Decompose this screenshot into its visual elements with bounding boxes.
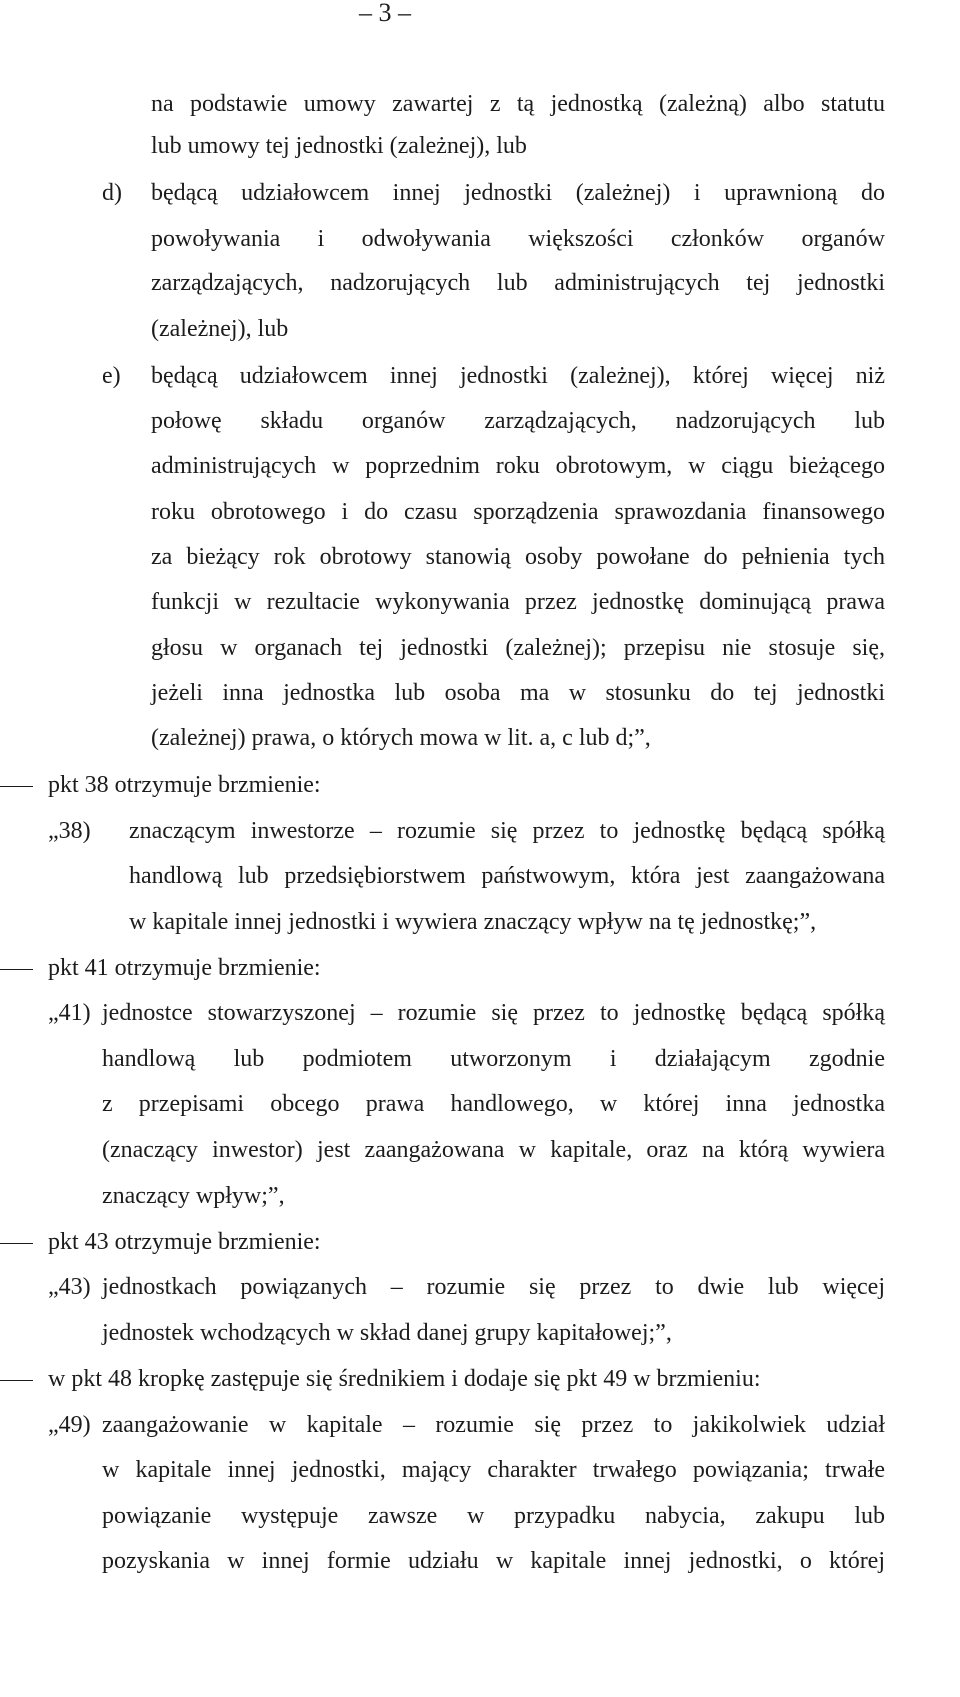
point-label-38: „38) [48, 818, 91, 844]
text-line: będącą udziałowcem innej jednostki (zależnej) i uprawnioną do [151, 180, 885, 206]
text-line: jeżeli inna jednostka lub osoba ma w stosunku do tej jednostki [151, 680, 885, 706]
text-line: połowę składu organów zarządzających, nadzorujących lub [151, 408, 885, 434]
text-line: jednostce stowarzyszonej – rozumie się przez to jednostkę będącą spółką [102, 1000, 885, 1026]
list-dash [0, 786, 33, 787]
text-line: (zależnej) prawa, o których mowa w lit. a, c lub d;”, [151, 725, 651, 751]
text-line: powiązanie występuje zawsze w przypadku nabycia, zakupu lub [102, 1503, 885, 1529]
text-line: administrujących w poprzednim roku obrotowym, w ciągu bieżącego [151, 453, 885, 479]
text-line: pozyskania w innej formie udziału w kapitale innej jednostki, o której [102, 1548, 885, 1574]
text-line: z przepisami obcego prawa handlowego, w której inna jednostka [102, 1091, 885, 1117]
text-line: głosu w organach tej jednostki (zależnej); przepisu nie stosuje się, [151, 635, 885, 661]
text-line: lub umowy tej jednostki (zależnej), lub [151, 133, 527, 159]
text-line: jednostek wchodzących w skład danej grupy kapitałowej;”, [102, 1320, 672, 1346]
text-line: w kapitale innej jednostki, mający charakter trwałego powiązania; trwałe [102, 1457, 885, 1483]
item-label-e: e) [102, 363, 121, 389]
amendment-intro: pkt 41 otrzymuje brzmienie: [48, 955, 321, 981]
page-number: – 3 – [359, 0, 411, 27]
text-line: zaangażowanie w kapitale – rozumie się przez to jakikolwiek udział [102, 1412, 885, 1438]
point-label-43: „43) [48, 1274, 91, 1300]
amendment-intro: w pkt 48 kropkę zastępuje się średnikiem i dodaje się pkt 49 w brzmieniu: [48, 1366, 761, 1392]
text-line: (znaczący inwestor) jest zaangażowana w kapitale, oraz na którą wywiera [102, 1137, 885, 1163]
text-line: funkcji w rezultacie wykonywania przez jednostkę dominującą prawa [151, 589, 885, 615]
text-line: handlową lub przedsiębiorstwem państwowym, która jest zaangażowana [129, 863, 885, 889]
text-line: zarządzających, nadzorujących lub administrujących tej jednostki [151, 270, 885, 296]
amendment-intro: pkt 43 otrzymuje brzmienie: [48, 1229, 321, 1255]
list-dash [0, 1243, 33, 1244]
item-label-d: d) [102, 180, 122, 206]
text-line: będącą udziałowcem innej jednostki (zależnej), której więcej niż [151, 363, 885, 389]
text-line: jednostkach powiązanych – rozumie się przez to dwie lub więcej [102, 1274, 885, 1300]
text-line: powoływania i odwoływania większości członków organów [151, 226, 885, 252]
text-line: (zależnej), lub [151, 316, 289, 342]
text-line: na podstawie umowy zawartej z tą jednostką (zależną) albo statutu [151, 91, 885, 117]
text-line: znaczącym inwestorze – rozumie się przez to jednostkę będącą spółką [129, 818, 885, 844]
text-line: za bieżący rok obrotowy stanowią osoby powołane do pełnienia tych [151, 544, 885, 570]
text-line: roku obrotowego i do czasu sporządzenia sprawozdania finansowego [151, 499, 885, 525]
list-dash [0, 969, 33, 970]
list-dash [0, 1380, 33, 1381]
point-label-49: „49) [48, 1412, 91, 1438]
amendment-intro: pkt 38 otrzymuje brzmienie: [48, 772, 321, 798]
text-line: w kapitale innej jednostki i wywiera znaczący wpływ na tę jednostkę;”, [129, 909, 817, 935]
point-label-41: „41) [48, 1000, 91, 1026]
text-line: handlową lub podmiotem utworzonym i działającym zgodnie [102, 1046, 885, 1072]
text-line: znaczący wpływ;”, [102, 1183, 285, 1209]
